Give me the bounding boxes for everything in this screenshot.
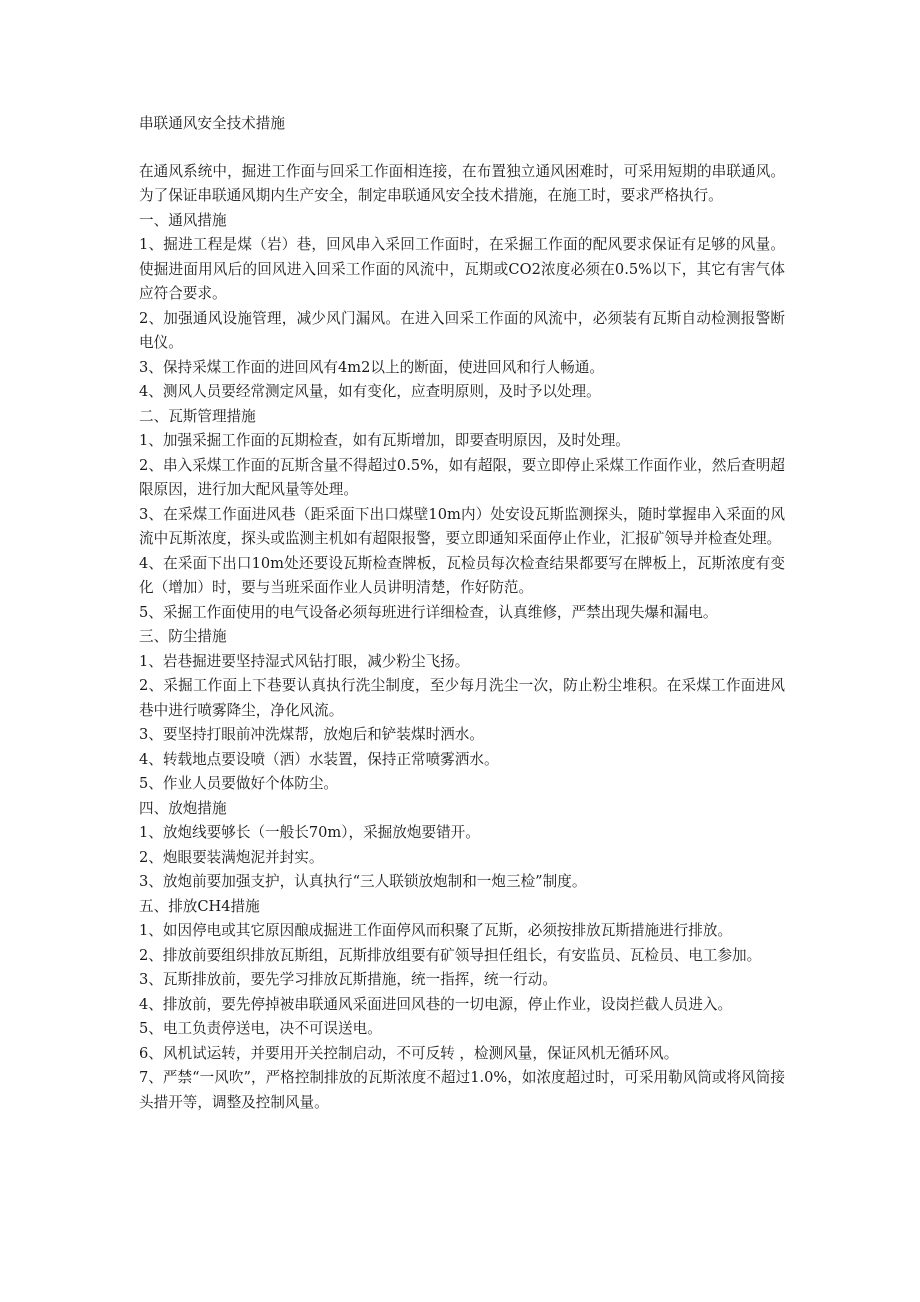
- list-item: 5、作业人员要做好个体防尘。: [139, 775, 339, 792]
- list-item: 3、在采煤工作面进风巷（距采面下出口煤壁10m内）处安设瓦斯监测探头，随时掌握串入采面的风流中瓦斯浓度，探头或监测主机如有超限报警，要立即通知采面停止作业，汇报矿领导并检查处理。: [139, 505, 785, 547]
- list-item: 1、如因停电或其它原因酿成掘进工作面停风而积聚了瓦斯，必须按排放瓦斯措施进行排放。: [139, 922, 733, 939]
- list-item: 3、瓦斯排放前，要先学习排放瓦斯措施，统一指挥，统一行动。: [139, 971, 557, 988]
- section-blasting: [139, 797, 785, 895]
- list-item: 2、排放前要组织排放瓦斯组，瓦斯排放组要有矿领导担任组长，有安监员、瓦检员、电工参加。: [139, 946, 762, 964]
- list-item: 2、采掘工作面上下巷要认真执行洗尘制度，至少每月洗尘一次，防止粉尘堆积。在采煤工作面进风巷中进行喷雾降尘，净化风流。: [139, 677, 785, 719]
- section-ventilation: [139, 209, 785, 405]
- list-item: 3、放炮前要加强支护，认真执行“三人联锁放炮制和一炮三检”制度。: [139, 873, 587, 890]
- document-page: [139, 112, 785, 1115]
- section-heading: 一、通风措施: [139, 211, 227, 229]
- list-item: 4、排放前，要先停掉被串联通风采面进回风巷的一切电源，停止作业，设岗拦截人员进入。: [139, 995, 733, 1013]
- section-gas-management: [139, 405, 785, 626]
- section-dust-prevention: [139, 625, 785, 797]
- list-item: 5、电工负责停送电，决不可误送电。: [139, 1020, 382, 1037]
- list-item: 6、风机试运转，并要用开关控制启动，不可反转 ，检测风量，保证风机无循环风。: [139, 1044, 679, 1062]
- list-item: 4、测风人员要经常测定风量，如有变化，应查明原则，及时予以处理。: [139, 383, 601, 400]
- list-item: 5、采掘工作面使用的电气设备必须每班进行详细检查，认真维修，严禁出现失爆和漏电。: [139, 603, 718, 621]
- list-item: 1、放炮线要够长（一般长70m），采掘放炮要错开。: [139, 824, 480, 841]
- section-heading: 二、瓦斯管理措施: [139, 407, 256, 425]
- list-item: 3、要坚持打眼前冲洗煤帮，放炮后和铲装煤时洒水。: [139, 726, 484, 743]
- list-item: 1、加强采掘工作面的瓦期检查，如有瓦斯增加，即要查明原因，及时处理。: [139, 432, 630, 449]
- list-item: 1、岩巷掘进要坚持湿式风钻打眼，减少粉尘飞扬。: [139, 652, 470, 670]
- section-heading: 三、防尘措施: [139, 628, 227, 645]
- list-item: 3、保持采煤工作面的进回风有4m2以上的断面，使进回风和行人畅通。: [139, 358, 604, 376]
- list-item: 4、在采面下出口10m处还要设瓦斯检查牌板，瓦检员每次检查结果都要写在牌板上，瓦斯浓度有变化（增加）时，要与当班采面作业人员讲明清楚，作好防范。: [139, 554, 785, 596]
- intro-paragraph: 在通风系统中，掘进工作面与回采工作面相连接，在布置独立通风困难时，可采用短期的串联通风。为了保证串联通风期内生产安全，制定串联通风安全技术措施，在施工时，要求严格执行。: [139, 162, 785, 204]
- list-item: 7、严禁“一风吹”，严格控制排放的瓦斯浓度不超过1.0%，如浓度超过时，可采用勒风筒或将风筒接头措开等，调整及控制风量。: [139, 1069, 785, 1111]
- section-ch4-discharge: [139, 895, 785, 1116]
- list-item: 4、转载地点要设喷（洒）水装置，保持正常喷雾洒水。: [139, 750, 499, 768]
- list-item: 2、串入采煤工作面的瓦斯含量不得超过0.5%，如有超限，要立即停止采煤工作面作业，然后查明超限原因，进行加大配风量等处理。: [139, 456, 785, 498]
- section-heading: 五、排放CH4措施: [139, 897, 260, 915]
- document-title: 串联通风安全技术措施: [139, 115, 285, 132]
- section-heading: 四、放炮措施: [139, 799, 227, 817]
- list-item: 1、掘进工程是煤（岩）巷，回风串入采回工作面时，在采掘工作面的配风要求保证有足够的风量。使掘进面用风后的回风进入回采工作面的风流中，瓦期或CO2浓度必须在0.5%以下，其它有害气体应符合要求。: [139, 236, 785, 302]
- list-item: 2、炮眼要装满炮泥并封实。: [139, 848, 324, 866]
- list-item: 2、加强通风设施管理，减少风门漏风。在进入回采工作面的风流中，必须装有瓦斯自动检测报警断电仪。: [139, 309, 785, 351]
